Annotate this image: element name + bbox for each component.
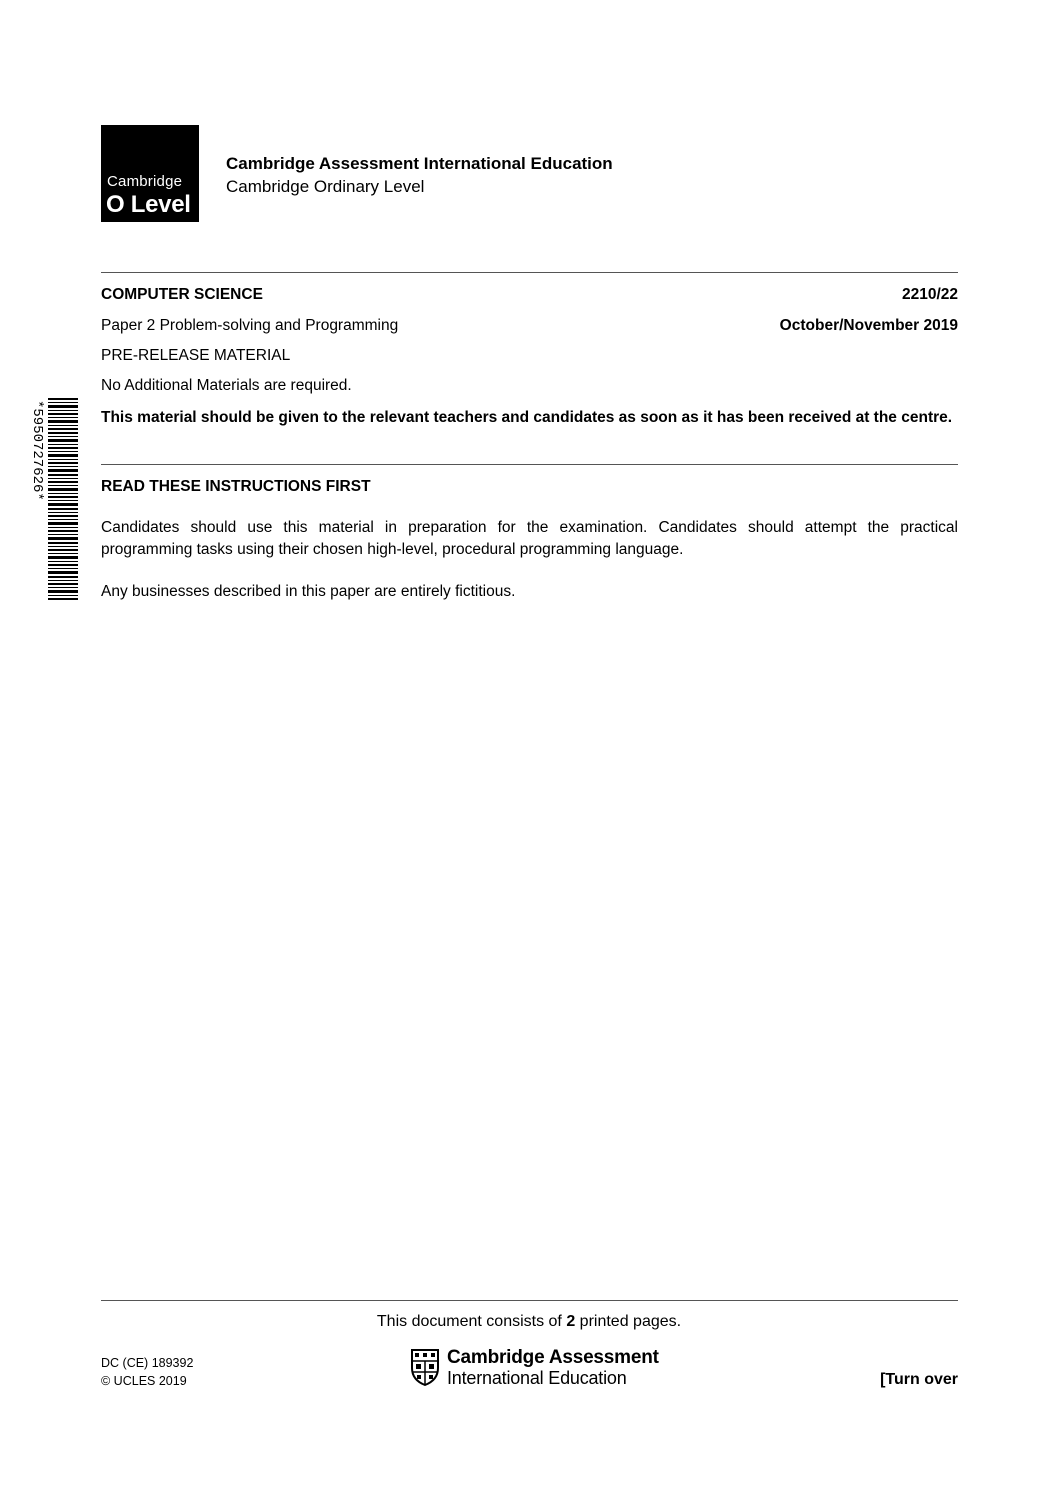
cambridge-assessment-logo: [410, 1347, 660, 1389]
subject-title: COMPUTER SCIENCE: [101, 286, 263, 303]
cae-logo-line-2: International Education: [447, 1368, 627, 1388]
material-type: PRE-RELEASE MATERIAL: [101, 347, 291, 364]
logo-big-text: O Level: [106, 191, 191, 218]
distribution-notice: This material should be given to the relevant teachers and candidates as soon as it has been received at the centre.: [101, 409, 953, 426]
qualification-name: Cambridge Ordinary Level: [226, 177, 425, 196]
barcode-digits: *5950727626*: [29, 400, 45, 501]
footer-divider: [101, 1300, 958, 1301]
materials-required: No Additional Materials are required.: [101, 377, 352, 394]
document-reference: DC (CE) 189392: [101, 1356, 194, 1370]
cae-logo-line-1: Cambridge Assessment: [447, 1347, 659, 1368]
page-count-number: 2: [566, 1313, 576, 1330]
instructions-paragraph-2: Any businesses described in this paper are entirely fictitious.: [101, 583, 516, 600]
paper-code: 2210/22: [901, 286, 958, 303]
instructions-heading: READ THESE INSTRUCTIONS FIRST: [101, 478, 371, 495]
logo-small-text: Cambridge: [107, 173, 183, 190]
page-count-prefix: This document consists of: [376, 1313, 567, 1330]
instructions-paragraph-1: Candidates should use this material in preparation for the examination. Candidates should attempt the practical programming tasks using their chosen high-level, procedural programming language.: [101, 519, 958, 558]
copyright-notice: © UCLES 2019: [101, 1374, 187, 1388]
organisation-name: Cambridge Assessment International Education: [226, 154, 613, 173]
page-count-suffix: printed pages.: [575, 1313, 682, 1330]
paper-title: Paper 2 Problem-solving and Programming: [101, 317, 399, 334]
exam-session: October/November 2019: [779, 317, 958, 334]
crest-icon: [410, 1348, 440, 1386]
page-count-statement: [0, 1313, 1058, 1331]
barcode: [28, 398, 78, 600]
cambridge-o-level-logo: [101, 125, 199, 222]
barcode-graphic: [28, 398, 78, 600]
turn-over-label: [Turn over: [880, 1371, 958, 1388]
top-divider: [101, 272, 958, 273]
middle-divider: [101, 464, 958, 465]
